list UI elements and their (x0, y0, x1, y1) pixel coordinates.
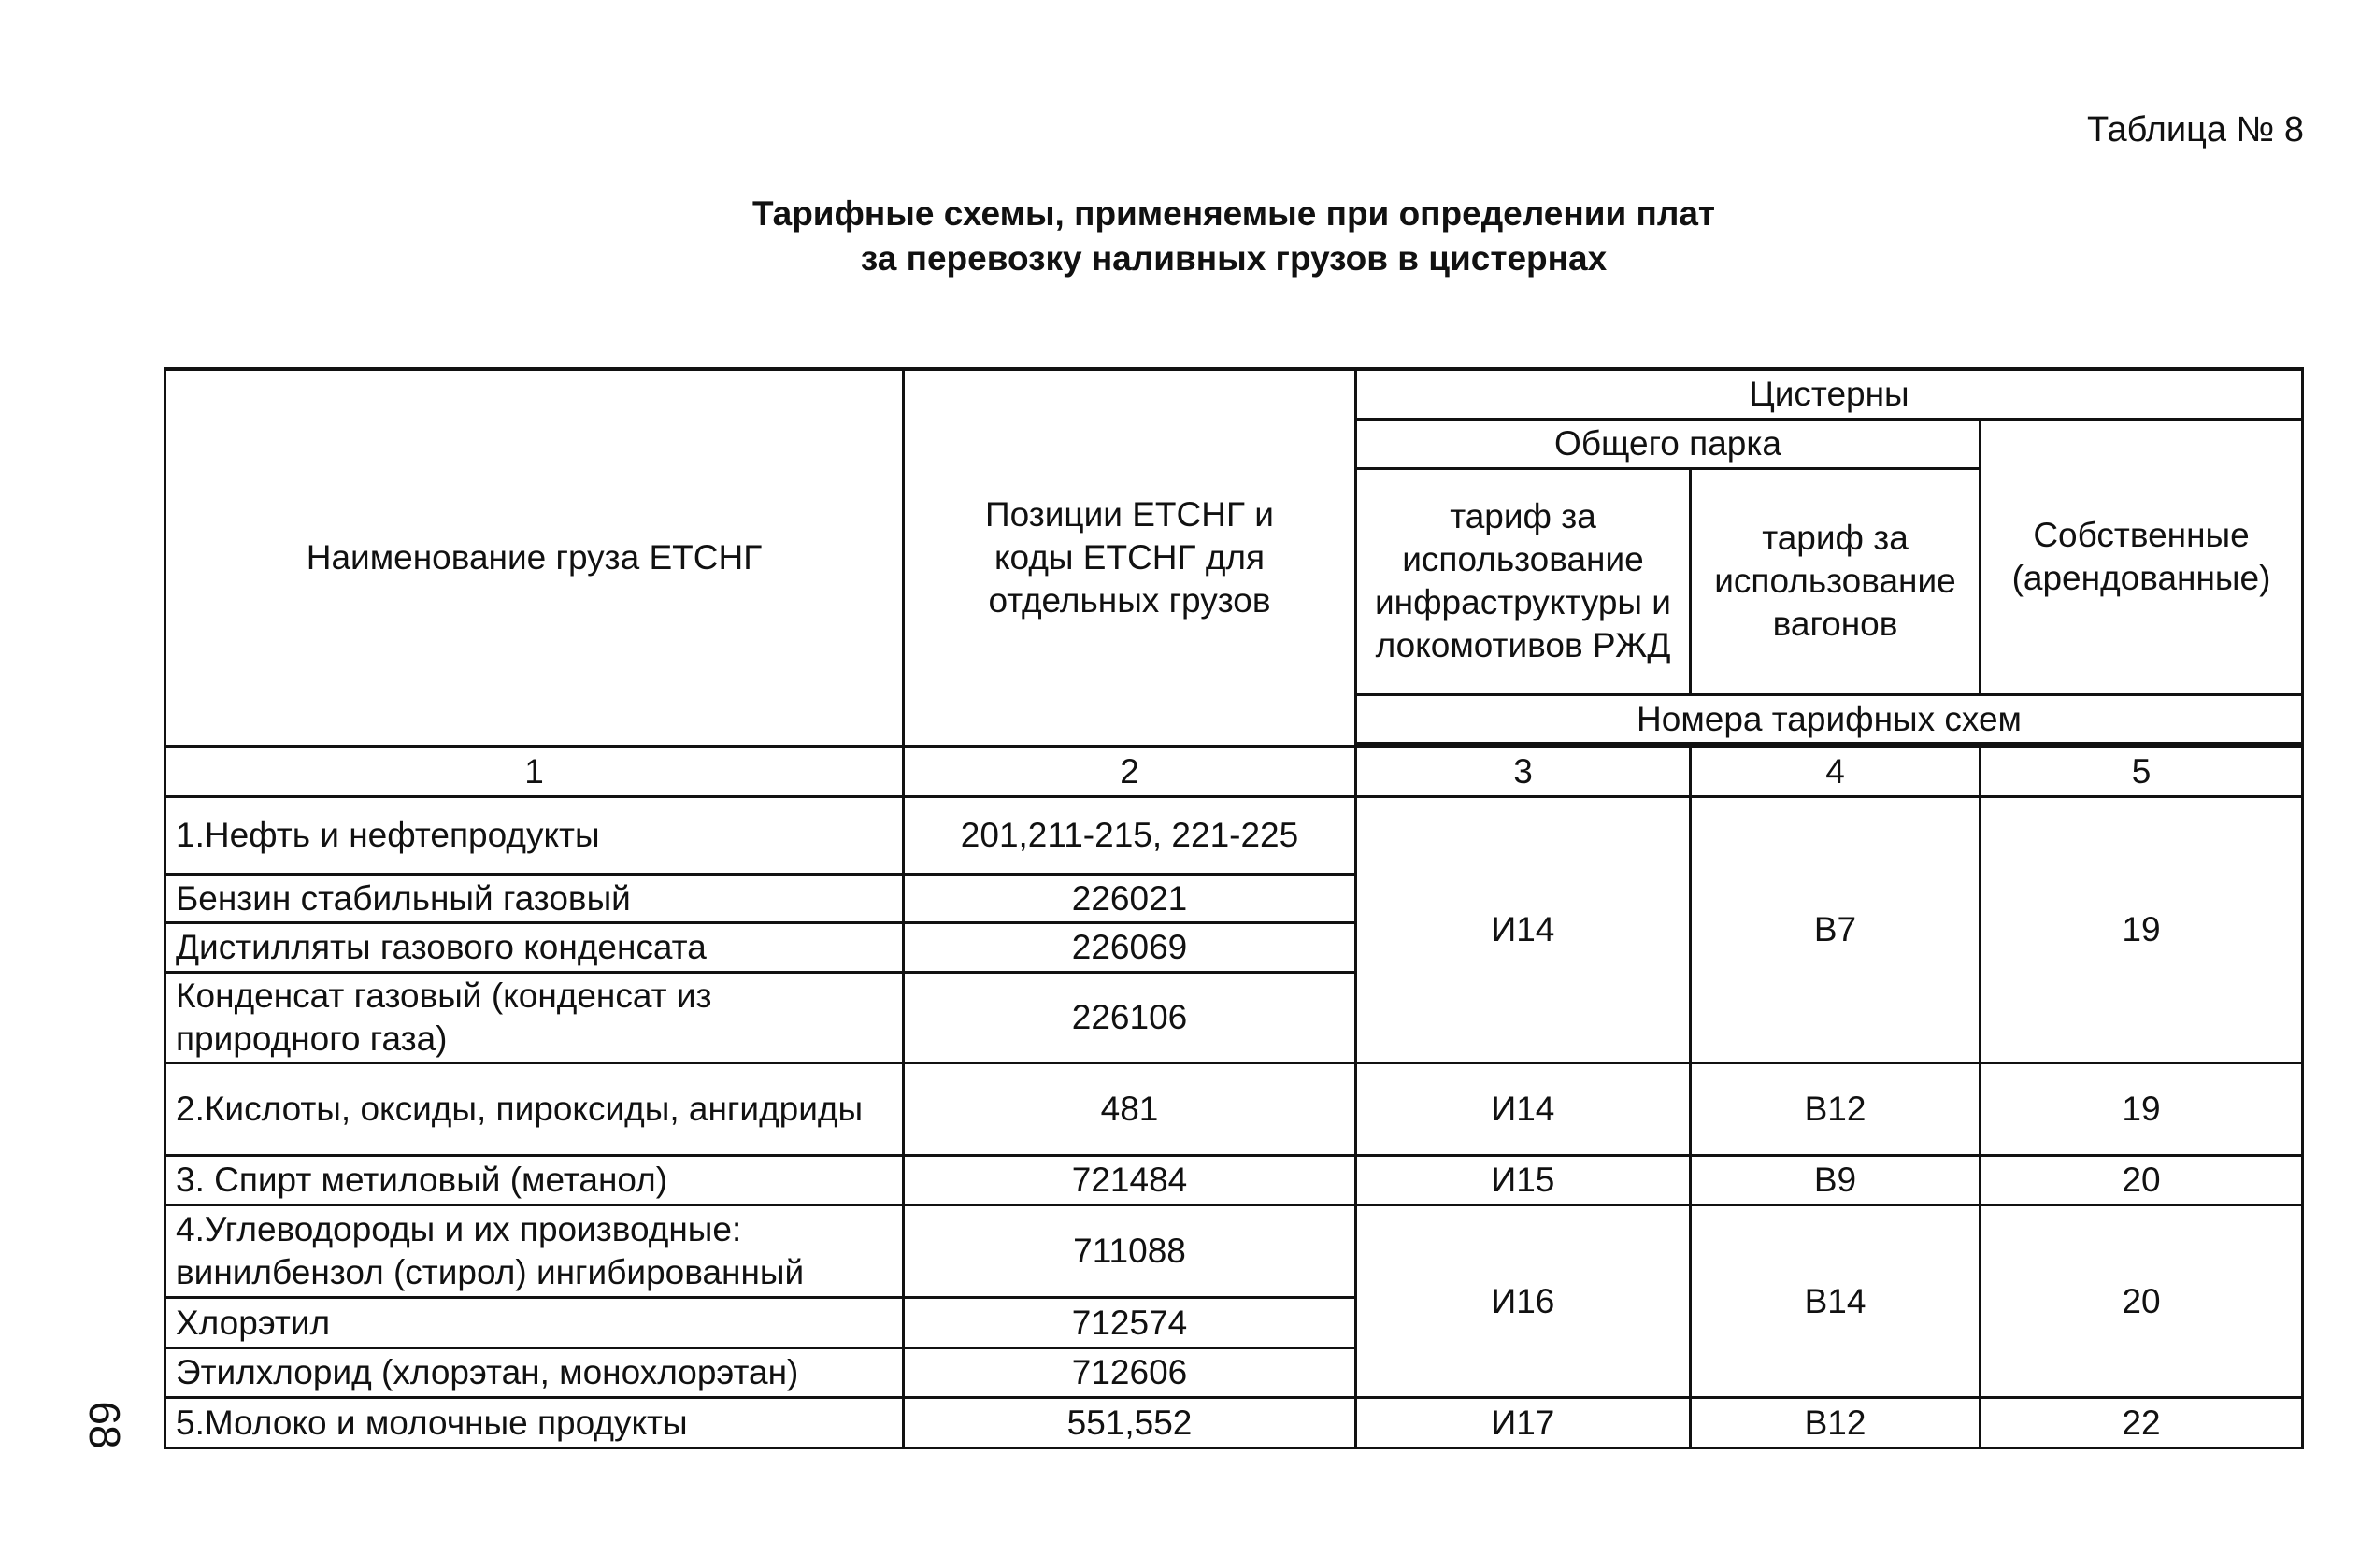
own-scheme: 22 (1981, 1398, 2303, 1448)
column-number: 3 (1356, 747, 1691, 797)
own-scheme: 20 (1981, 1155, 2303, 1205)
column-number: 4 (1691, 747, 1981, 797)
wagon-scheme: В9 (1691, 1155, 1981, 1205)
header-own-leased: Собственные (арендованные) (1981, 420, 2303, 695)
cargo-name: 2.Кислоты, оксиды, пироксиды, ангидриды (165, 1062, 904, 1155)
header-tanks: Цистерны (1356, 369, 2303, 420)
etsng-code: 201,211-215, 221-225 (904, 797, 1356, 875)
column-number: 5 (1981, 747, 2303, 797)
cargo-name: Бензин стабильный газовый (165, 874, 904, 923)
infra-scheme: И14 (1356, 1062, 1691, 1155)
etsng-code: 711088 (904, 1205, 1356, 1298)
cargo-name: 4.Углеводороды и их производные: винилбензол (стирол) ингибированный (165, 1205, 904, 1298)
column-number-row (165, 747, 2303, 797)
tariff-schemes-table (164, 367, 2304, 1449)
header-etsng-positions: Позиции ЕТСНГ и коды ЕТСНГ для отдельных грузов (904, 369, 1356, 747)
cargo-name: Этилхлорид (хлорэтан, монохлорэтан) (165, 1347, 904, 1398)
cargo-name: 5.Молоко и молочные продукты (165, 1398, 904, 1448)
etsng-code: 712574 (904, 1298, 1356, 1348)
table-row (165, 1155, 2303, 1205)
header-cargo-name: Наименование груза ЕТСНГ (165, 369, 904, 747)
cargo-name: Хлорэтил (165, 1298, 904, 1348)
table-title (0, 192, 2374, 281)
etsng-code: 226106 (904, 972, 1356, 1062)
etsng-code: 226069 (904, 923, 1356, 973)
wagon-scheme: В12 (1691, 1062, 1981, 1155)
etsng-code: 712606 (904, 1347, 1356, 1398)
cargo-name: 1.Нефть и нефтепродукты (165, 797, 904, 875)
table-row (165, 1062, 2303, 1155)
own-scheme: 20 (1981, 1205, 2303, 1398)
title-line-2: за перевозку наливных грузов в цистернах (860, 239, 1608, 278)
title-line-1: Тарифные схемы, применяемые при определении плат (751, 194, 1716, 233)
table-row (165, 797, 2303, 875)
wagon-scheme: В7 (1691, 797, 1981, 1063)
infra-scheme: И15 (1356, 1155, 1691, 1205)
etsng-code: 721484 (904, 1155, 1356, 1205)
infra-scheme: И14 (1356, 797, 1691, 1063)
cargo-name: Конденсат газовый (конденсат из природного газа) (165, 972, 904, 1062)
infra-scheme: И17 (1356, 1398, 1691, 1448)
table-row (165, 1398, 2303, 1448)
own-scheme: 19 (1981, 1062, 2303, 1155)
header-wagon-tariff: тариф за использование вагонов (1691, 468, 1981, 694)
wagon-scheme: В12 (1691, 1398, 1981, 1448)
cargo-name: Дистилляты газового конденсата (165, 923, 904, 973)
header-scheme-numbers: Номера тарифных схем (1356, 694, 2303, 744)
column-number: 1 (165, 747, 904, 797)
cargo-name: 3. Спирт метиловый (метанол) (165, 1155, 904, 1205)
own-scheme: 19 (1981, 797, 2303, 1063)
etsng-code: 226021 (904, 874, 1356, 923)
page-number: 68 (80, 1401, 129, 1449)
infra-scheme: И16 (1356, 1205, 1691, 1398)
etsng-code: 551,552 (904, 1398, 1356, 1448)
table-row (165, 1205, 2303, 1298)
header-common-park: Общего парка (1356, 420, 1981, 469)
wagon-scheme: В14 (1691, 1205, 1981, 1398)
header-infrastructure-tariff: тариф за использование инфраструктуры и локомотивов РЖД (1356, 468, 1691, 694)
etsng-code: 481 (904, 1062, 1356, 1155)
column-number: 2 (904, 747, 1356, 797)
table-number: Таблица № 8 (2086, 110, 2304, 150)
